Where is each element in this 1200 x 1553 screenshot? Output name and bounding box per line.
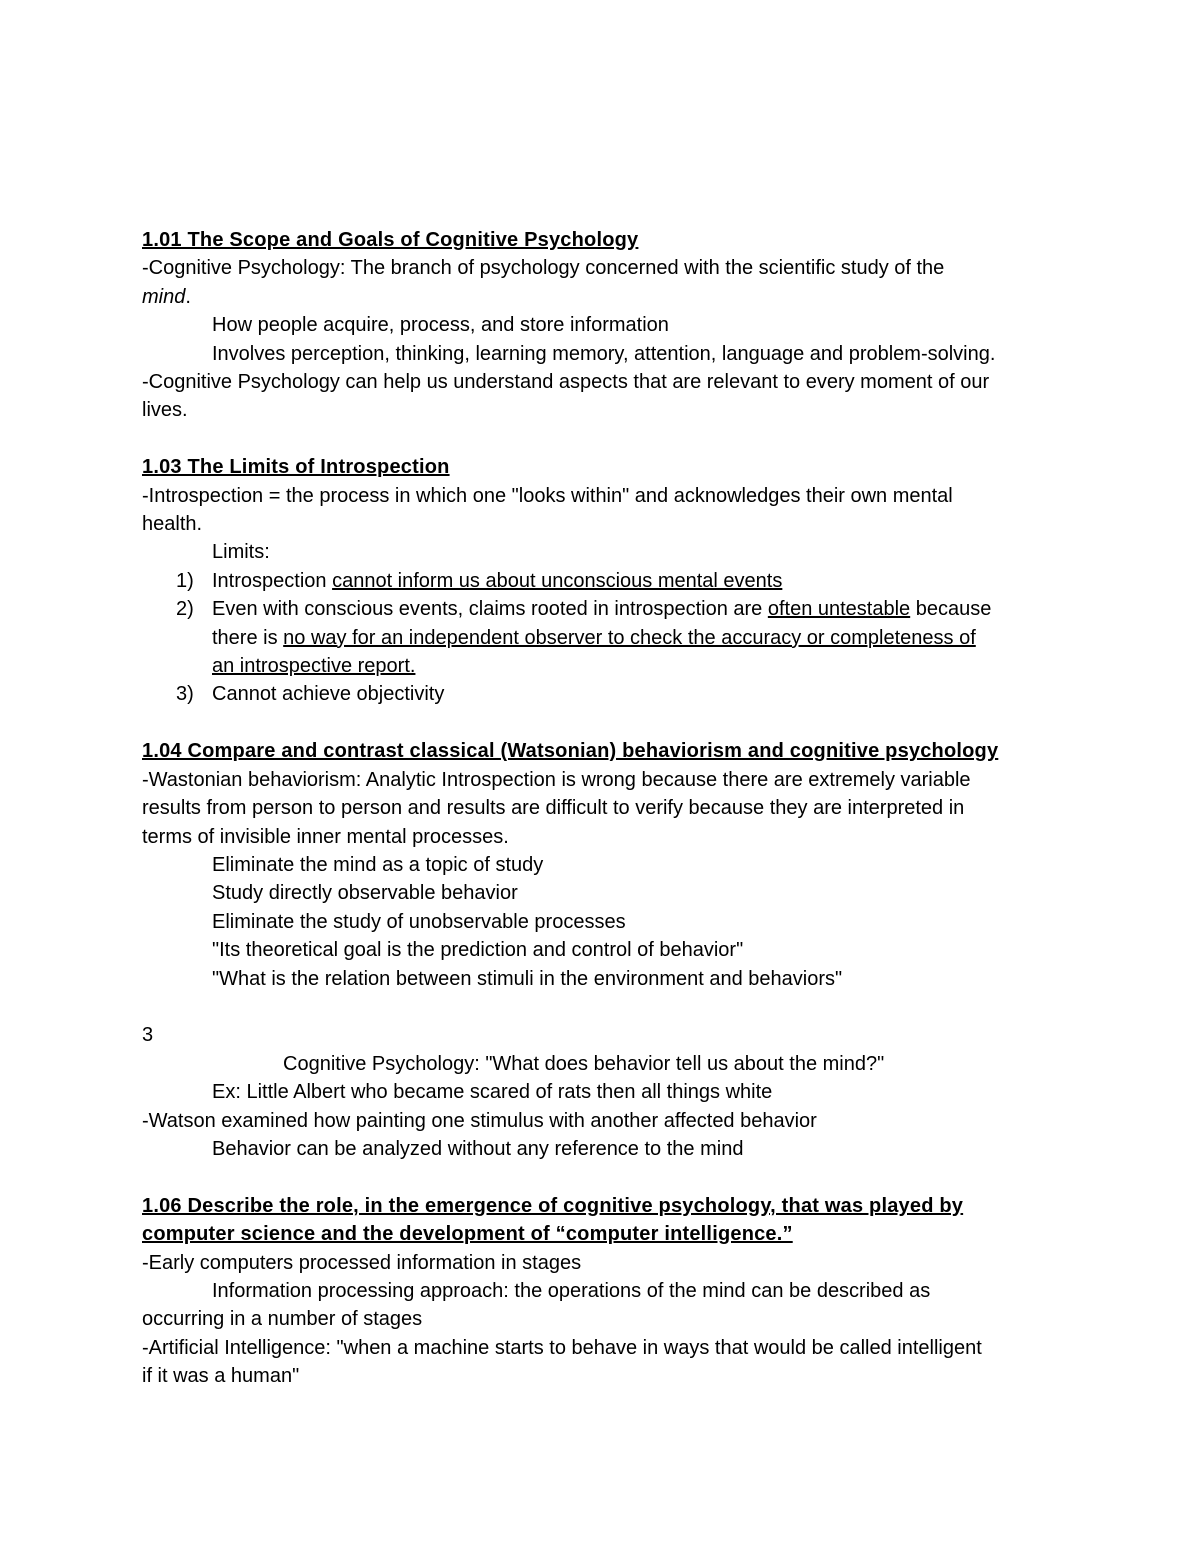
list-item bbox=[142, 680, 1062, 708]
bullet-point-cont: if it was a human" bbox=[142, 1365, 300, 1388]
bullet-point-cont: lives. bbox=[142, 399, 188, 422]
sub-point: How people acquire, process, and store information bbox=[212, 314, 669, 337]
sub-point: Eliminate the mind as a topic of study bbox=[212, 853, 544, 876]
definition-line: -Wastonian behaviorism: Analytic Introspection is wrong because there are extremely variable bbox=[142, 768, 971, 791]
limits-label: Limits: bbox=[212, 541, 270, 564]
list-text: there is bbox=[212, 626, 284, 649]
section-heading-1-06: 1.06 Describe the role, in the emergence of cognitive psychology, that was played by bbox=[142, 1194, 964, 1217]
bullet-point: -Artificial Intelligence: "when a machine starts to behave in ways that would be called intelligent bbox=[142, 1336, 982, 1359]
example-line: Ex: Little Albert who became scared of rats then all things white bbox=[212, 1081, 773, 1104]
definition-line-cont: results from person to person and results are difficult to verify because they are interpreted in bbox=[142, 797, 965, 820]
list-number: 2) bbox=[176, 598, 194, 621]
section-heading-1-06-cont: computer science and the development of “computer intelligence.” bbox=[142, 1223, 793, 1246]
underlined-text: cannot inform us about unconscious mental events bbox=[332, 569, 783, 592]
cognitive-question: Cognitive Psychology: "What does behavior tell us about the mind?" bbox=[283, 1052, 885, 1075]
list-text: Even with conscious events, claims rooted in introspection are bbox=[212, 598, 768, 621]
list-item bbox=[142, 595, 1062, 623]
period: . bbox=[185, 285, 191, 308]
underlined-text: an introspective report. bbox=[212, 655, 416, 678]
list-item bbox=[142, 567, 1062, 595]
section-heading-1-03: 1.03 The Limits of Introspection bbox=[142, 456, 450, 479]
underlined-text: often untestable bbox=[767, 598, 911, 621]
stray-number: 3 bbox=[142, 1024, 154, 1047]
definition-line: -Introspection = the process in which one "looks within" and acknowledges their own mental bbox=[142, 484, 953, 507]
sub-point: "What is the relation between stimuli in the environment and behaviors" bbox=[212, 967, 843, 990]
list-text: Introspection bbox=[212, 569, 333, 592]
document-body bbox=[142, 226, 1062, 1391]
definition-line: -Cognitive Psychology: The branch of psychology concerned with the scientific study of the bbox=[142, 257, 945, 280]
list-number: 1) bbox=[176, 569, 194, 592]
spacer bbox=[142, 425, 1062, 453]
bullet-point: -Cognitive Psychology can help us understand aspects that are relevant to every moment of our bbox=[142, 371, 990, 394]
sub-point: Involves perception, thinking, learning memory, attention, language and problem-solving. bbox=[212, 342, 996, 365]
definition-line-cont: terms of invisible inner mental processes. bbox=[142, 825, 509, 848]
sub-point: Information processing approach: the operations of the mind can be described as bbox=[212, 1279, 931, 1302]
definition-line-cont: health. bbox=[142, 513, 203, 536]
section-heading-1-04: 1.04 Compare and contrast classical (Watsonian) behaviorism and cognitive psychology bbox=[142, 740, 999, 763]
list-text: because bbox=[910, 598, 992, 621]
sub-point: Eliminate the study of unobservable processes bbox=[212, 910, 626, 933]
list-number: 3) bbox=[176, 683, 194, 706]
list-item-cont bbox=[142, 624, 1062, 652]
spacer bbox=[142, 709, 1062, 737]
sub-point: "Its theoretical goal is the prediction and control of behavior" bbox=[212, 939, 744, 962]
definition-line-cont bbox=[142, 283, 1062, 311]
list-item-cont bbox=[142, 652, 1062, 680]
sub-point: Study directly observable behavior bbox=[212, 882, 518, 905]
italic-mind: mind bbox=[142, 285, 186, 308]
sub-point-cont: occurring in a number of stages bbox=[142, 1308, 423, 1331]
bullet-point: -Early computers processed information in stages bbox=[142, 1251, 582, 1274]
list-text: Cannot achieve objectivity bbox=[212, 683, 445, 706]
sub-point: Behavior can be analyzed without any reference to the mind bbox=[212, 1137, 744, 1160]
underlined-text: no way for an independent observer to check the accuracy or completeness of bbox=[283, 626, 976, 649]
spacer bbox=[142, 1163, 1062, 1191]
section-heading-1-01: 1.01 The Scope and Goals of Cognitive Psychology bbox=[142, 229, 639, 251]
bullet-point: -Watson examined how painting one stimulus with another affected behavior bbox=[142, 1109, 817, 1132]
spacer bbox=[142, 993, 1062, 1021]
